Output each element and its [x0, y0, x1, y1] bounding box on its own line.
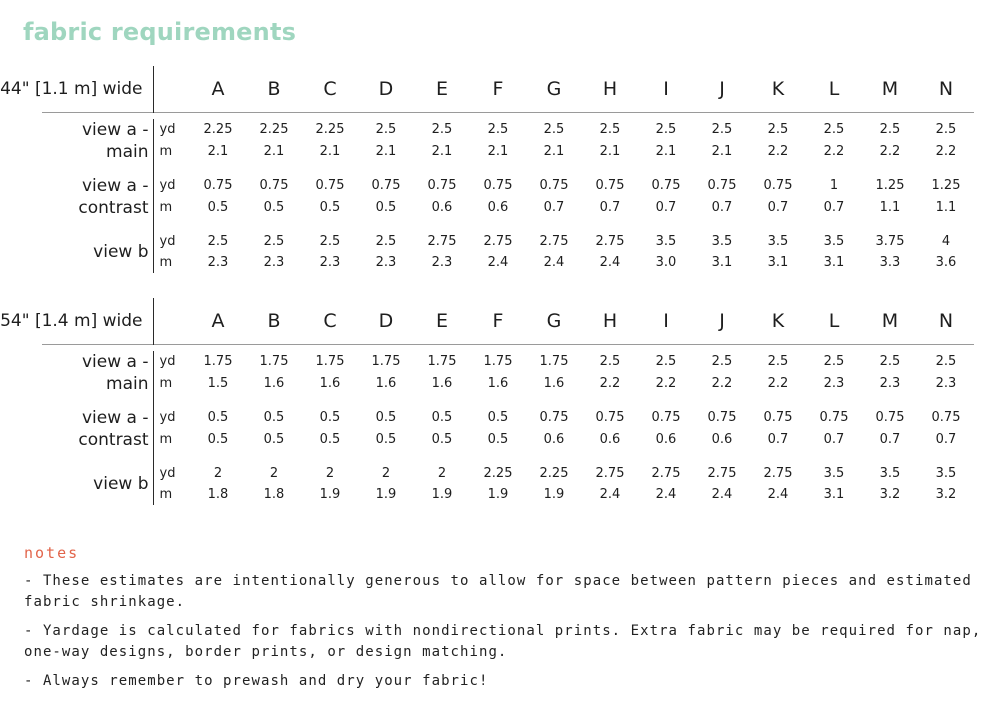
requirements-table	[0, 66, 974, 273]
unit-label-m: m	[159, 486, 173, 502]
value-cell: 1.75	[483, 354, 513, 369]
size-header-k: K	[771, 78, 785, 100]
table-header-row	[0, 66, 974, 113]
value-cell: 2.3	[935, 376, 957, 391]
value-cell: 2.3	[431, 254, 453, 270]
value-cell: 2.5	[655, 354, 677, 369]
value-cell: 0.7	[879, 432, 901, 447]
unit-label-yd: yd	[159, 178, 176, 193]
value-cell: 0.75	[595, 410, 625, 425]
note-item: - Yardage is calculated for fabrics with nondirectional prints. Extra fabric may be required for nap, one-way designs, border prints, or design matching.	[24, 623, 982, 660]
value-cell: 0.75	[259, 178, 289, 193]
value-cell: 2	[213, 465, 223, 481]
value-cell: 1.75	[259, 354, 289, 369]
value-cell: 0.5	[263, 200, 285, 215]
value-cell: 0.5	[375, 410, 397, 425]
value-cell: 2.25	[539, 465, 569, 481]
value-cell: 0.5	[207, 200, 229, 215]
spacer-cell	[153, 298, 190, 345]
value-cell: 2.5	[599, 122, 621, 137]
size-header-e: E	[435, 78, 448, 100]
value-cell: 2.5	[375, 233, 397, 249]
value-cell: 1.8	[207, 486, 229, 502]
fabric-width-label: 44" [1.1 m] wide	[0, 66, 153, 113]
value-cell: 2.3	[263, 254, 285, 270]
unit-label-m: m	[159, 200, 173, 215]
value-cell: 0.75	[707, 178, 737, 193]
value-cell: 2.2	[711, 376, 733, 391]
value-cell: 1.75	[539, 354, 569, 369]
size-header-g: G	[546, 78, 562, 100]
value-cell: 2.2	[823, 144, 845, 159]
size-header-c: C	[323, 78, 337, 100]
size-header-n: N	[938, 310, 954, 332]
value-cell: 0.7	[599, 200, 621, 215]
value-cell: 2.1	[319, 144, 341, 159]
value-cell: 3.0	[655, 254, 677, 270]
value-cell: 0.5	[207, 432, 229, 447]
value-cell: 1.1	[879, 200, 901, 215]
size-header-j: J	[719, 310, 725, 332]
view-label-line2: contrast	[78, 198, 149, 218]
value-cell: 2.75	[763, 465, 793, 481]
value-cell: 0.75	[427, 178, 457, 193]
size-header-j: J	[719, 78, 725, 100]
value-cell: 2.5	[431, 122, 453, 137]
value-cell: 2.3	[823, 376, 845, 391]
size-header-m: M	[881, 78, 899, 100]
fabric-width-label: 54" [1.4 m] wide	[0, 298, 153, 345]
value-cell: 3.1	[711, 254, 733, 270]
value-cell: 0.7	[655, 200, 677, 215]
note-item: - Always remember to prewash and dry your fabric!	[24, 673, 489, 689]
size-header-a: A	[211, 78, 225, 100]
value-cell: 3.5	[655, 233, 677, 249]
group-spacer	[0, 163, 974, 175]
value-cell: 2.5	[487, 122, 509, 137]
spacer-cell	[153, 163, 974, 175]
value-cell: 3.5	[823, 465, 845, 481]
page-title: fabric requirements	[23, 18, 297, 46]
size-header-c: C	[323, 310, 337, 332]
value-cell: 0.75	[539, 178, 569, 193]
value-cell: 0.75	[763, 178, 793, 193]
unit-label-m: m	[159, 376, 173, 391]
view-label	[42, 175, 153, 219]
value-cell: 2.2	[599, 376, 621, 391]
value-cell: 2.5	[767, 122, 789, 137]
value-cell: 2	[325, 465, 335, 481]
value-cell: 1.75	[315, 354, 345, 369]
view-label	[42, 463, 153, 505]
value-cell: 0.5	[263, 432, 285, 447]
value-cell: 2.25	[315, 122, 345, 137]
value-cell: 2.5	[935, 354, 957, 369]
value-cell: 1.6	[543, 376, 565, 391]
unit-label-m: m	[159, 254, 173, 270]
value-cell: 1.75	[203, 354, 233, 369]
value-cell: 2.75	[707, 465, 737, 481]
value-cell: 3.1	[767, 254, 789, 270]
row-gap	[0, 463, 42, 505]
view-label	[42, 351, 153, 395]
value-cell: 2.4	[599, 254, 621, 270]
value-cell: 2.5	[375, 122, 397, 137]
value-cell: 0.7	[767, 432, 789, 447]
view-label-line1: view a -	[81, 120, 149, 140]
table-row	[0, 463, 974, 484]
value-cell: 0.75	[651, 178, 681, 193]
size-header-f: F	[492, 310, 504, 332]
value-cell: 2.4	[543, 254, 565, 270]
size-header-a: A	[211, 310, 225, 332]
value-cell: 0.6	[711, 432, 733, 447]
value-cell: 0.75	[763, 410, 793, 425]
value-cell: 2.5	[823, 122, 845, 137]
spacer-cell	[0, 451, 42, 463]
value-cell: 1.8	[263, 486, 285, 502]
table-row	[0, 231, 974, 252]
value-cell: 2.5	[319, 233, 341, 249]
value-cell: 2.1	[543, 144, 565, 159]
view-label-line1: view b	[93, 242, 149, 262]
value-cell: 3.5	[879, 465, 901, 481]
table-row	[0, 351, 974, 373]
view-label-line2: contrast	[78, 430, 149, 450]
value-cell: 1.6	[487, 376, 509, 391]
value-cell: 1.5	[207, 376, 229, 391]
value-cell: 2.75	[595, 233, 625, 249]
size-header-f: F	[492, 78, 504, 100]
value-cell: 0.6	[655, 432, 677, 447]
value-cell: 0.5	[375, 200, 397, 215]
note-item: - These estimates are intentionally generous to allow for space between pattern pieces and estimated fabric shrinkage.	[24, 573, 972, 610]
value-cell: 2.5	[935, 122, 957, 137]
value-cell: 2.5	[207, 233, 229, 249]
value-cell: 2.1	[375, 144, 397, 159]
value-cell: 2.75	[483, 233, 513, 249]
unit-label-m: m	[159, 432, 173, 447]
value-cell: 2.4	[655, 486, 677, 502]
value-cell: 1.25	[875, 178, 905, 193]
value-cell: 0.75	[931, 410, 961, 425]
value-cell: 1	[829, 178, 839, 193]
size-header-n: N	[938, 78, 954, 100]
value-cell: 0.5	[431, 432, 453, 447]
value-cell: 1.9	[431, 486, 453, 502]
requirements-table	[0, 298, 974, 505]
value-cell: 1.6	[263, 376, 285, 391]
notes-title: notes	[24, 544, 80, 562]
spacer-cell	[42, 451, 153, 463]
value-cell: 2.5	[543, 122, 565, 137]
value-cell: 3.6	[935, 254, 957, 270]
value-cell: 3.1	[823, 486, 845, 502]
unit-label-yd: yd	[159, 410, 176, 425]
spacer-cell	[42, 163, 153, 175]
row-gap	[0, 231, 42, 273]
value-cell: 0.5	[375, 432, 397, 447]
value-cell: 1.9	[543, 486, 565, 502]
spacer-cell	[153, 219, 974, 231]
view-label-line1: view a -	[81, 352, 149, 372]
value-cell: 3.3	[879, 254, 901, 270]
value-cell: 2.2	[767, 376, 789, 391]
value-cell: 0.6	[599, 432, 621, 447]
value-cell: 2.75	[539, 233, 569, 249]
value-cell: 0.5	[487, 432, 509, 447]
value-cell: 0.75	[651, 410, 681, 425]
size-header-k: K	[771, 310, 785, 332]
spacer-cell	[153, 395, 974, 407]
value-cell: 2.25	[483, 465, 513, 481]
value-cell: 1.75	[427, 354, 457, 369]
value-cell: 0.7	[823, 432, 845, 447]
value-cell: 2.4	[767, 486, 789, 502]
table-header-row	[0, 298, 974, 345]
value-cell: 0.5	[319, 200, 341, 215]
value-cell: 3.5	[935, 465, 957, 481]
spacer-cell	[153, 66, 190, 113]
value-cell: 0.7	[823, 200, 845, 215]
view-label-line2: main	[106, 374, 149, 394]
value-cell: 1.9	[487, 486, 509, 502]
value-cell: 3.75	[875, 233, 905, 249]
value-cell: 0.75	[819, 410, 849, 425]
size-header-e: E	[435, 310, 448, 332]
group-spacer	[0, 395, 974, 407]
value-cell: 2.3	[319, 254, 341, 270]
value-cell: 2.2	[935, 144, 957, 159]
value-cell: 2.5	[823, 354, 845, 369]
value-cell: 1.6	[431, 376, 453, 391]
table-row	[0, 407, 974, 429]
value-cell: 0.75	[483, 178, 513, 193]
group-spacer	[0, 451, 974, 463]
value-cell: 2.2	[767, 144, 789, 159]
value-cell: 0.7	[935, 432, 957, 447]
value-cell: 2.2	[655, 376, 677, 391]
value-cell: 1.9	[375, 486, 397, 502]
size-header-l: L	[828, 78, 840, 100]
value-cell: 0.75	[315, 178, 345, 193]
spacer-cell	[0, 163, 42, 175]
view-label	[42, 407, 153, 451]
value-cell: 0.7	[711, 200, 733, 215]
value-cell: 0.75	[707, 410, 737, 425]
value-cell: 0.5	[487, 410, 509, 425]
value-cell: 2.5	[263, 233, 285, 249]
row-gap	[0, 175, 42, 219]
view-label	[42, 119, 153, 163]
view-label	[42, 231, 153, 273]
value-cell: 3.2	[879, 486, 901, 502]
size-header-i: I	[663, 310, 669, 332]
value-cell: 2.5	[879, 122, 901, 137]
value-cell: 0.5	[319, 410, 341, 425]
unit-label-m: m	[159, 144, 173, 159]
unit-label-yd: yd	[159, 122, 176, 137]
value-cell: 0.6	[543, 432, 565, 447]
notes-section	[24, 544, 984, 700]
spacer-cell	[42, 395, 153, 407]
size-header-h: H	[602, 310, 618, 332]
spacer-cell	[42, 219, 153, 231]
row-gap	[0, 407, 42, 451]
value-cell: 2.5	[767, 354, 789, 369]
value-cell: 2.2	[879, 144, 901, 159]
size-header-b: B	[267, 78, 281, 100]
view-label-line1: view b	[93, 474, 149, 494]
row-gap	[0, 119, 42, 163]
value-cell: 0.75	[203, 178, 233, 193]
table-row	[0, 175, 974, 197]
value-cell: 2.75	[651, 465, 681, 481]
view-label-line1: view a -	[81, 408, 149, 428]
value-cell: 0.5	[263, 410, 285, 425]
value-cell: 2.5	[879, 354, 901, 369]
size-header-m: M	[881, 310, 899, 332]
spacer-cell	[0, 395, 42, 407]
value-cell: 2.5	[711, 122, 733, 137]
value-cell: 2.1	[599, 144, 621, 159]
value-cell: 2.1	[711, 144, 733, 159]
size-header-d: D	[378, 78, 394, 100]
value-cell: 2	[437, 465, 447, 481]
value-cell: 2.1	[207, 144, 229, 159]
fabric-table-54	[0, 298, 1000, 505]
group-spacer	[0, 219, 974, 231]
value-cell: 2.5	[655, 122, 677, 137]
value-cell: 2.1	[487, 144, 509, 159]
value-cell: 1.6	[319, 376, 341, 391]
size-header-i: I	[663, 78, 669, 100]
value-cell: 2.25	[259, 122, 289, 137]
value-cell: 2.75	[427, 233, 457, 249]
unit-label-yd: yd	[159, 233, 176, 249]
value-cell: 3.2	[935, 486, 957, 502]
value-cell: 0.5	[431, 410, 453, 425]
value-cell: 1.6	[375, 376, 397, 391]
view-label-line1: view a -	[81, 176, 149, 196]
size-header-b: B	[267, 310, 281, 332]
value-cell: 2.3	[207, 254, 229, 270]
value-cell: 0.7	[543, 200, 565, 215]
value-cell: 2.3	[375, 254, 397, 270]
value-cell: 0.75	[539, 410, 569, 425]
value-cell: 0.6	[431, 200, 453, 215]
value-cell: 2.75	[595, 465, 625, 481]
unit-label-yd: yd	[159, 354, 176, 369]
value-cell: 2.5	[711, 354, 733, 369]
view-label-line2: main	[106, 142, 149, 162]
fabric-table-44	[0, 66, 1000, 273]
value-cell: 1.9	[319, 486, 341, 502]
spacer-cell	[0, 219, 42, 231]
value-cell: 2.5	[599, 354, 621, 369]
value-cell: 1.75	[371, 354, 401, 369]
spacer-cell	[153, 451, 974, 463]
value-cell: 0.5	[319, 432, 341, 447]
value-cell: 4	[941, 233, 951, 249]
size-header-d: D	[378, 310, 394, 332]
value-cell: 3.1	[823, 254, 845, 270]
value-cell: 0.5	[207, 410, 229, 425]
value-cell: 3.5	[767, 233, 789, 249]
value-cell: 1.25	[931, 178, 961, 193]
value-cell: 2.1	[431, 144, 453, 159]
value-cell: 0.7	[767, 200, 789, 215]
value-cell: 3.5	[823, 233, 845, 249]
value-cell: 2.4	[599, 486, 621, 502]
value-cell: 0.75	[595, 178, 625, 193]
value-cell: 2.1	[655, 144, 677, 159]
size-header-g: G	[546, 310, 562, 332]
value-cell: 2.3	[879, 376, 901, 391]
table-row	[0, 119, 974, 141]
size-header-l: L	[828, 310, 840, 332]
value-cell: 2	[269, 465, 279, 481]
size-header-h: H	[602, 78, 618, 100]
value-cell: 0.75	[371, 178, 401, 193]
value-cell: 1.1	[935, 200, 957, 215]
value-cell: 2	[381, 465, 391, 481]
row-gap	[0, 351, 42, 395]
value-cell: 0.75	[875, 410, 905, 425]
value-cell: 2.25	[203, 122, 233, 137]
value-cell: 0.6	[487, 200, 509, 215]
value-cell: 2.4	[487, 254, 509, 270]
value-cell: 3.5	[711, 233, 733, 249]
value-cell: 2.4	[711, 486, 733, 502]
unit-label-yd: yd	[159, 465, 176, 481]
value-cell: 2.1	[263, 144, 285, 159]
